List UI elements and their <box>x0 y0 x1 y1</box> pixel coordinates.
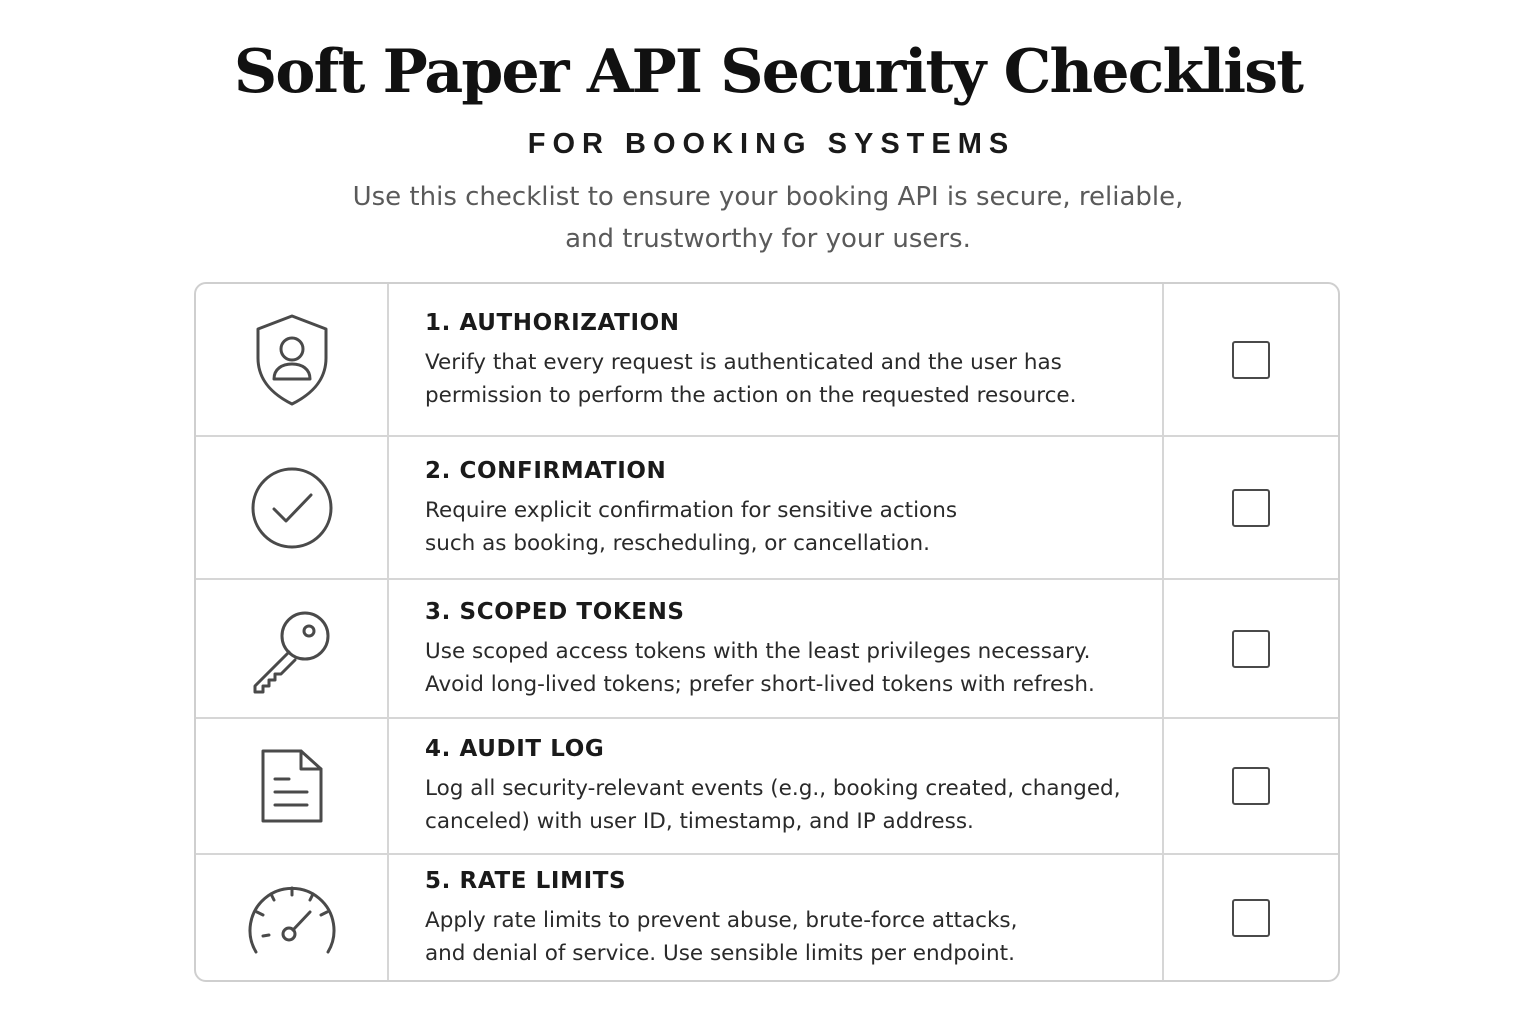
confirmation-checkbox[interactable] <box>1232 489 1270 527</box>
speedometer-icon <box>244 878 340 958</box>
item-description <box>425 635 1142 701</box>
checklist-row-confirmation <box>196 437 1338 580</box>
item-description-line: Apply rate limits to prevent abuse, brute-force attacks, <box>425 907 1018 933</box>
item-title: 5. RATE LIMITS <box>425 867 627 894</box>
check-cell <box>1162 284 1338 435</box>
item-title: 2. CONFIRMATION <box>425 457 667 484</box>
audit-log-checkbox[interactable] <box>1232 767 1270 805</box>
intro-line-1: Use this checklist to ensure your booking API is secure, reliable, <box>352 182 1184 212</box>
item-description <box>425 346 1142 412</box>
checklist-row-rate-limits <box>196 855 1338 980</box>
scoped-tokens-checkbox[interactable] <box>1232 630 1270 668</box>
item-description-line: Log all security-relevant events (e.g., booking created, changed, <box>425 776 1121 801</box>
page-title: Soft Paper API Security Checklist <box>233 37 1303 107</box>
item-description <box>425 494 1142 560</box>
item-description-line: and denial of service. Use sensible limits per endpoint. <box>425 940 1015 966</box>
checklist-row-audit-log <box>196 719 1338 855</box>
item-text-cell <box>389 719 1162 853</box>
item-title: 1. AUTHORIZATION <box>425 309 680 336</box>
icon-cell <box>196 284 389 435</box>
icon-cell <box>196 580 389 717</box>
checklist-row-authorization <box>196 284 1338 437</box>
item-description-line: Avoid long-lived tokens; prefer short-lived tokens with refresh. <box>425 671 1095 697</box>
item-text-cell <box>389 284 1162 435</box>
intro-text <box>268 176 1268 260</box>
item-text-cell <box>389 437 1162 578</box>
icon-cell <box>196 437 389 578</box>
page-subtitle: FOR BOOKING SYSTEMS <box>527 128 1016 160</box>
icon-cell <box>196 855 389 980</box>
icon-cell <box>196 719 389 853</box>
check-cell <box>1162 437 1338 578</box>
item-description-line: Require explicit confirmation for sensitive actions <box>425 497 958 523</box>
check-cell <box>1162 580 1338 717</box>
item-title: 4. AUDIT LOG <box>425 736 605 762</box>
checklist-row-scoped-tokens <box>196 580 1338 719</box>
rate-limits-checkbox[interactable] <box>1232 899 1270 937</box>
shield-user-icon <box>252 312 332 408</box>
item-title: 3. SCOPED TOKENS <box>425 598 685 625</box>
item-text-cell <box>389 580 1162 717</box>
item-description-line: permission to perform the action on the requested resource. <box>425 382 1077 408</box>
check-cell <box>1162 719 1338 853</box>
item-description-line: canceled) with user ID, timestamp, and IP address. <box>425 809 974 834</box>
checklist-table <box>194 282 1340 982</box>
key-icon <box>247 604 337 694</box>
item-description-line: Use scoped access tokens with the least privileges necessary. <box>425 638 1091 664</box>
item-description-line: such as booking, rescheduling, or cancellation. <box>425 530 930 556</box>
check-cell <box>1162 855 1338 980</box>
item-description <box>425 772 1142 838</box>
authorization-checkbox[interactable] <box>1232 341 1270 379</box>
item-description <box>425 904 1142 970</box>
intro-line-2: and trustworthy for your users. <box>565 224 971 254</box>
item-text-cell <box>389 855 1162 980</box>
document-icon <box>257 745 327 827</box>
check-circle-icon <box>249 465 335 551</box>
item-description-line: Verify that every request is authenticated and the user has <box>425 349 1062 375</box>
